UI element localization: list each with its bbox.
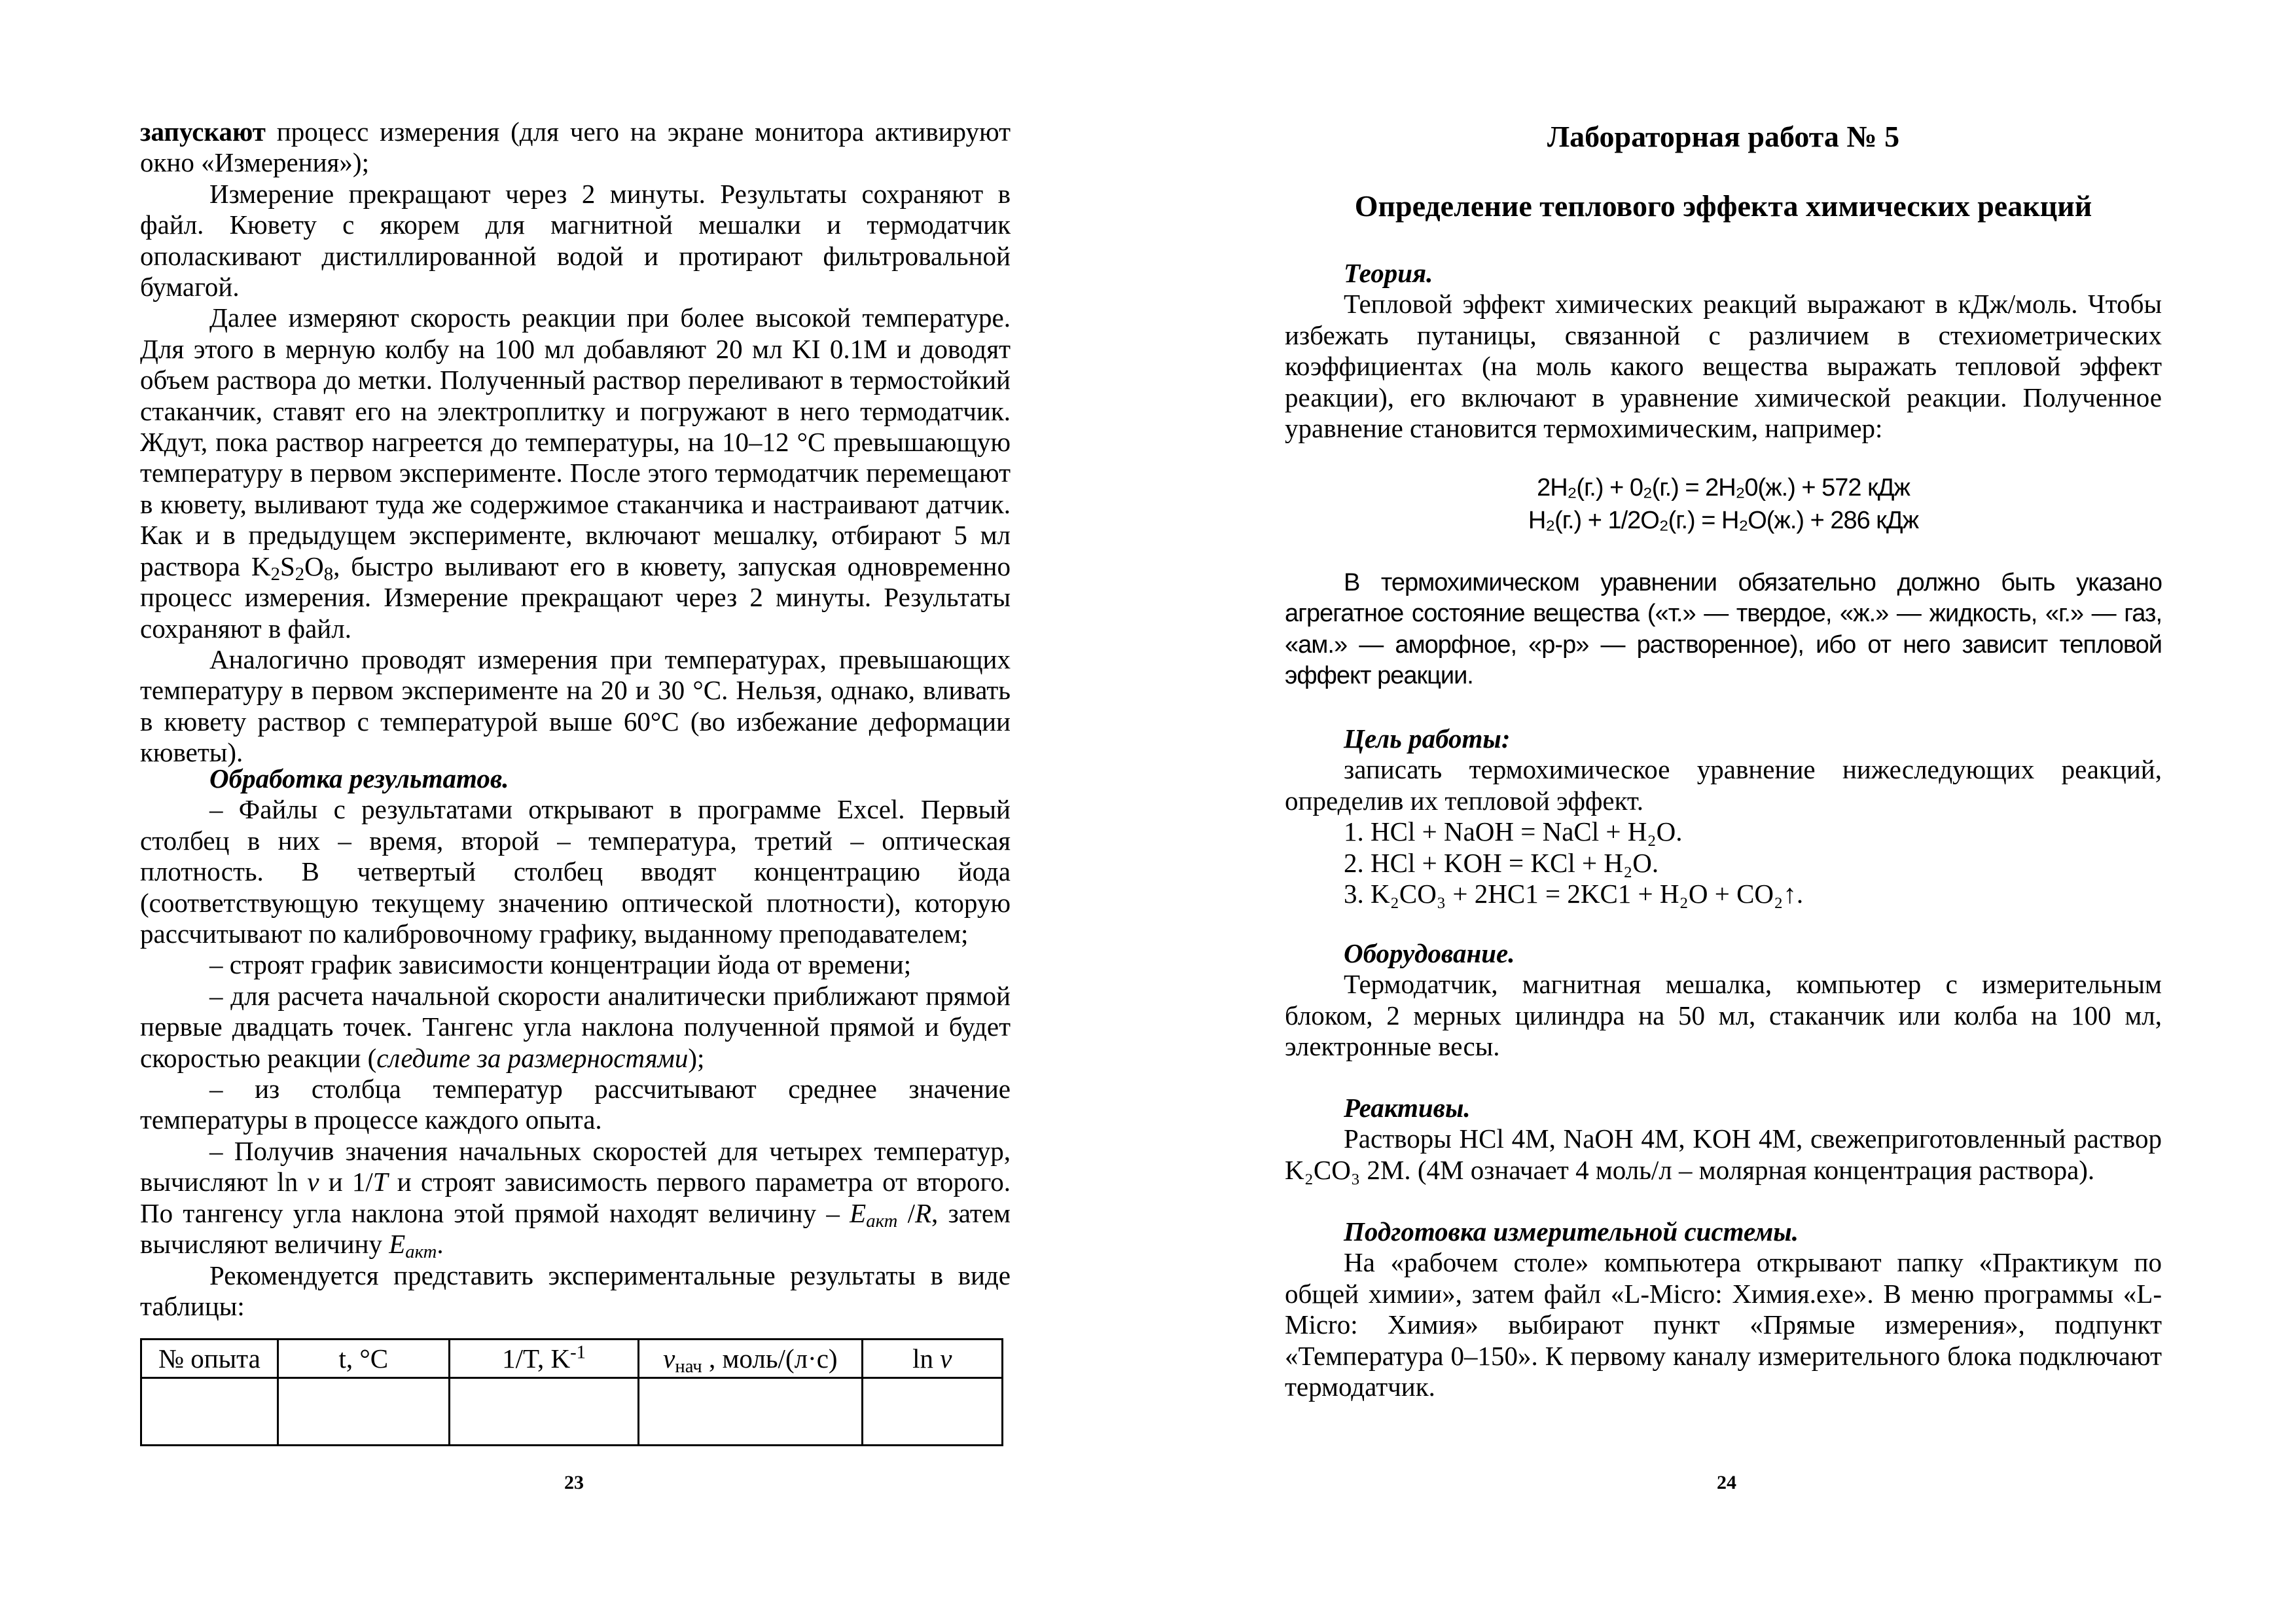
text: );: [688, 1042, 705, 1073]
reaction-3: 3. K₂CO₃ + 2HC1 = 2KC1 + H₂O + CO₂↑.: [1344, 879, 1804, 909]
paragraph-text: процесс измерения (для чего на экране монитора активируют окно «Измерения»);: [140, 117, 1011, 178]
processing-step-5: [140, 1135, 1011, 1263]
recommendation: Рекомендуется представить экспериментальные результаты в виде таблицы:: [140, 1260, 1011, 1321]
reagents-section: [1285, 1093, 2162, 1186]
table-cell: [639, 1378, 862, 1446]
theory-text: Тепловой эффект химических реакций выражают в кДж/моль. Чтобы избежать путаницы, связанной с различием в стехиометрических коэффициентах (на моль какого вещества выражать тепловой эффект реакции), его включают в уравнение химической реакции. Полученное уравнение становится термохимическим, например:: [1285, 289, 2162, 444]
page-number-right: 24: [1717, 1472, 1736, 1493]
equipment-text: Термодатчик, магнитная мешалка, компьютер с измерительным блоком, 2 мерных цилиндра на 50 мл, стаканчик или колба на 100 мл, электронные весы.: [1285, 969, 2162, 1062]
symbol-v: v: [307, 1167, 319, 1197]
table-cell: [141, 1378, 278, 1446]
left-page-text-top: [140, 117, 1011, 769]
symbol-R: R: [915, 1197, 932, 1228]
header-inverse-temperature: [449, 1340, 638, 1378]
processing-step-1: – Файлы с результатами открывают в программе Excel. Первый столбец в них – время, второй – температура, третий – оптическая плотность. В четвертый столбец вводят концентрацию йода (соответствующую текущему значению оптической плотности), которую рассчитывают по калибровочному графику, выданному преподавателем;: [140, 794, 1011, 949]
subscript: акт: [405, 1241, 437, 1263]
text: , затем вычисляют величину: [140, 1197, 1011, 1260]
symbol-E: E: [389, 1229, 406, 1260]
subscript: 2: [295, 563, 305, 585]
goal-text: записать термохимическое уравнение нижеследующих реакций, определив их тепловой эффект.: [1285, 754, 2162, 816]
processing-step-4: – из столбца температур рассчитывают среднее значение температуры в процессе каждого опыта.: [140, 1074, 1011, 1135]
section-heading-processing: Обработка результатов.: [209, 763, 509, 793]
symbol-E: E: [850, 1197, 867, 1228]
text: ln: [912, 1343, 941, 1374]
text: , моль/(л·с): [702, 1343, 838, 1374]
equation-2: H₂(г.) + 1/2O₂(г.) = H₂O(ж.) + 286 кДж: [1528, 507, 1919, 534]
table-header-row: [141, 1340, 1003, 1378]
header-ln-v: [862, 1340, 1002, 1378]
section-heading-equipment: Оборудование.: [1344, 938, 1515, 968]
setup-section: [1285, 1216, 2162, 1402]
table-cell: [449, 1378, 638, 1446]
subscript: 8: [323, 563, 334, 585]
header-initial-rate: [639, 1340, 862, 1378]
symbol-v: v: [663, 1343, 675, 1374]
equipment-section: [1285, 938, 2162, 1063]
symbol-v: v: [940, 1343, 952, 1374]
text: , быстро выливают его в кювету, запуская одновременно процесс измерения. Измерение прекращают через 2 минуты. Результаты сохраняют в файл.: [140, 551, 1011, 644]
bold-word: запускают: [140, 117, 266, 147]
text: 1/T, K: [502, 1343, 571, 1374]
subscript: 2: [270, 563, 280, 585]
header-temperature: t, °C: [278, 1340, 449, 1378]
text: O: [304, 551, 324, 581]
section-heading-setup: Подготовка измерительной системы.: [1344, 1216, 1799, 1247]
text: – для расчета начальной скорости аналитически приближают прямой первые двадцать точек. Тангенс угла наклона полученной прямой и будет скоростью реакции (: [140, 980, 1011, 1073]
subscript: акт: [866, 1210, 898, 1231]
symbol-T: T: [372, 1167, 388, 1197]
text: Далее измеряют скорость реакции при более высокой температуре. Для этого в мерную колбу на 100 мл добавляют 20 мл KI 0.1M и доводят объем раствора до метки. Полученный раствор переливают в термостойкий стаканчик, ставят его на электроплитку и погружают в него термодатчик. Ждут, пока раствор нагреется до температуры, на 10–12 °С превышающую температуру в первом эксперименте. После этого термодатчик перемещают в кювету, выливают туда же содержимое стаканчика и настраивают датчик. Как и в предыдущем эксперименте, включают мешалку, отбирают 5 мл раствора K: [140, 302, 1011, 581]
processing-step-2: – строят график зависимости концентрации йода от времени;: [209, 949, 912, 980]
text: S: [279, 551, 295, 581]
state-note: [1285, 568, 2162, 692]
results-table: [140, 1338, 1003, 1446]
subscript: нач: [675, 1356, 702, 1377]
italic-note: следите за размерностями: [376, 1042, 689, 1073]
paragraph-higher-temperature: [140, 302, 1011, 644]
reagents-text: Растворы HCl 4M, NaOH 4M, KOH 4M, свежеприготовленный раствор K₂CO₃ 2M. (4M означает 4 моль/л – молярная концентрация раствора).: [1285, 1123, 2162, 1185]
header-experiment-number: № опыта: [141, 1340, 278, 1378]
theory-section: [1285, 258, 2162, 444]
goal-section: [1285, 723, 2162, 909]
processing-step-3: [140, 981, 1011, 1074]
equation-1: 2H₂(г.) + 0₂(г.) = 2H₂0(ж.) + 572 кДж: [1537, 474, 1910, 501]
table-cell: [278, 1378, 449, 1446]
superscript: -1: [570, 1341, 586, 1363]
text: .: [437, 1229, 444, 1260]
state-note-text: В термохимическом уравнении обязательно должно быть указано агрегатное состояние вещества («т.» — твердое, «ж.» — жидкость, «г.» — газ, «ам.» — аморфное, «р-р» — растворенное), ибо от него зависит тепловой эффект реакции.: [1285, 569, 2162, 690]
section-heading-reagents: Реактивы.: [1344, 1093, 1471, 1123]
section-heading-theory: Теория.: [1344, 258, 1433, 288]
lab-title: Лабораторная работа № 5: [1547, 120, 1900, 153]
reaction-1: 1. HCl + NaOH = NaCl + H₂O.: [1344, 816, 1683, 847]
setup-text: На «рабочем столе» компьютера открывают папку «Практикум по общей химии», затем файл «L-Micro: Химия.exe». В меню программы «L-Micro: Химия» выбирают пункт «Прямые измерения», подпункт «Температура 0–150». К первому каналу измерительного блока подключают термодатчик.: [1285, 1247, 2162, 1402]
text: и строят зависимость первого параметра от второго. По тангенсу угла наклона этой прямой находят величину –: [140, 1167, 1011, 1228]
text: и 1/: [319, 1167, 373, 1197]
table-row: [141, 1378, 1003, 1446]
section-heading-goal: Цель работы:: [1344, 723, 1511, 754]
lab-subtitle: Определение теплового эффекта химических реакций: [1354, 189, 2092, 223]
example-equations: [1285, 471, 2162, 537]
reaction-2: 2. HCl + KOH = KCl + H₂O.: [1344, 847, 1659, 878]
paragraph-start-measurement: [140, 117, 1011, 179]
table-cell: [862, 1378, 1002, 1446]
paragraph-analogous-measurements: Аналогично проводят измерения при температурах, превышающих температуру в первом эксперименте на 20 и 30 °С. Нельзя, однако, вливать в кювету раствор с температурой выше 60°С (во избежание деформации кюветы).: [140, 644, 1011, 768]
text: /: [897, 1197, 915, 1228]
text: – Получив значения начальных скоростей для четырех температур, вычисляют ln: [140, 1135, 1011, 1197]
paragraph-stop-measurement: Измерение прекращают через 2 минуты. Результаты сохраняют в файл. Кювету с якорем для магнитной мешалки и термодатчик ополаскивают дистиллированной водой и протирают фильтровальной бумагой.: [140, 178, 1011, 302]
page-number-left: 23: [564, 1472, 584, 1493]
left-page-processing: [140, 763, 1011, 1322]
